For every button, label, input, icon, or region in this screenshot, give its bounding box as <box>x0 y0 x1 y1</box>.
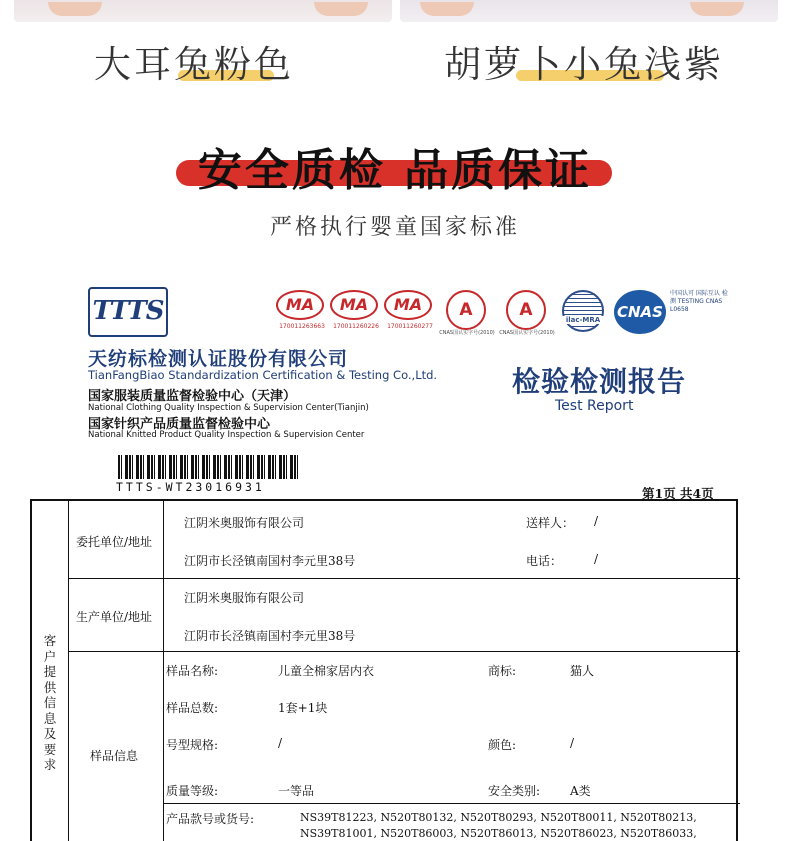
safety-label: 安全类别: <box>488 784 541 798</box>
sample-name-label: 样品名称: <box>166 664 219 678</box>
side-label-text: 客户提供信息及要求 <box>43 633 57 772</box>
variant-label-purple[interactable]: 胡萝卜小兔浅紫 <box>444 43 724 86</box>
variant-photo-pink[interactable] <box>14 0 392 22</box>
client-address: 江阴市长泾镇南国村李元里38号 <box>184 554 356 568</box>
sample-name: 儿童全棉家居内衣 <box>278 664 375 678</box>
safety-value: A类 <box>570 784 591 798</box>
grade-value: 一等品 <box>278 784 315 798</box>
side-label <box>32 633 68 773</box>
sender-label: 送样人： <box>526 516 575 530</box>
org-name-cn: 天纺标检测认证股份有限公司 <box>88 348 349 370</box>
cal-mark-icon: A CNAS国认实字号(2010) <box>506 290 546 330</box>
phone-value: / <box>594 552 599 566</box>
variant-photo-purple[interactable] <box>400 0 778 22</box>
product-no-label: 产品款号或货号: <box>166 812 255 826</box>
color-label: 颜色: <box>488 738 517 752</box>
center-knitted-en: National Knitted Product Quality Inspection & Supervision Center <box>88 430 365 440</box>
foot-shape <box>690 2 744 16</box>
color-value: / <box>570 736 575 750</box>
ttts-logo: TTTS <box>88 287 168 337</box>
report-title-en: Test Report <box>555 398 634 414</box>
report-title-cn: 检验检测报告 <box>512 365 687 398</box>
foot-shape <box>48 2 102 16</box>
cma-mark-icon: MA 170011263663 <box>276 290 324 320</box>
client-name: 江阴米奥服饰有限公司 <box>184 516 305 530</box>
sender-value: / <box>594 514 599 528</box>
client-label: 委托单位/地址 <box>76 535 153 549</box>
model-value: / <box>278 736 283 750</box>
phone-label: 电话： <box>526 554 563 568</box>
brand-value: 猫人 <box>570 664 595 678</box>
ilac-mra-icon: ilac-MRA <box>562 290 604 332</box>
sample-info-label: 样品信息 <box>90 749 139 763</box>
count-label: 样品总数: <box>166 701 219 715</box>
model-label: 号型规格: <box>166 738 219 752</box>
center-clothing-cn: 国家服装质量监督检验中心（天津） <box>88 389 297 404</box>
cal-mark-icon: A CNAS国认实字号(2010) <box>446 290 486 330</box>
cnas-icon: CNAS 中国认可 国际互认 检测 TESTING CNAS L0658 <box>614 290 666 334</box>
center-clothing-en: National Clothing Quality Inspection & Supervision Center(Tianjin) <box>88 403 369 413</box>
foot-shape <box>420 2 474 16</box>
producer-address: 江阴市长泾镇南国村李元里38号 <box>184 629 356 643</box>
section-subhead: 严格执行婴童国家标准 <box>269 215 520 240</box>
grade-label: 质量等级: <box>166 784 219 798</box>
barcode-icon <box>118 455 300 479</box>
report-table <box>30 499 738 841</box>
brand-label: 商标: <box>488 664 517 678</box>
org-name-en: TianFangBiao Standardization Certification & Testing Co.,Ltd. <box>88 368 438 382</box>
center-knitted-cn: 国家针织产品质量监督检验中心 <box>88 417 271 432</box>
report-serial: TTTS-WT23016931 <box>116 480 265 494</box>
foot-shape <box>314 2 368 16</box>
page-indicator: 第1页 共4页 <box>642 486 714 501</box>
product-no-line1: NS39T81223, N520T80132, N520T80293, N520T80011, N520T80213, <box>300 811 697 824</box>
count-value: 1套+1块 <box>278 701 328 715</box>
variant-label-pink[interactable]: 大耳兔粉色 <box>94 43 294 86</box>
product-no-line2: NS39T81001, N520T86003, N520T86013, N520T86023, N520T86033, <box>300 827 697 840</box>
cma-mark-icon: MA 170011260277 <box>384 290 432 320</box>
section-headline: 安全质检 品质保证 <box>197 145 593 196</box>
producer-name: 江阴米奥服饰有限公司 <box>184 591 305 605</box>
cma-mark-icon: MA 170011260226 <box>330 290 378 320</box>
producer-label: 生产单位/地址 <box>76 610 153 624</box>
